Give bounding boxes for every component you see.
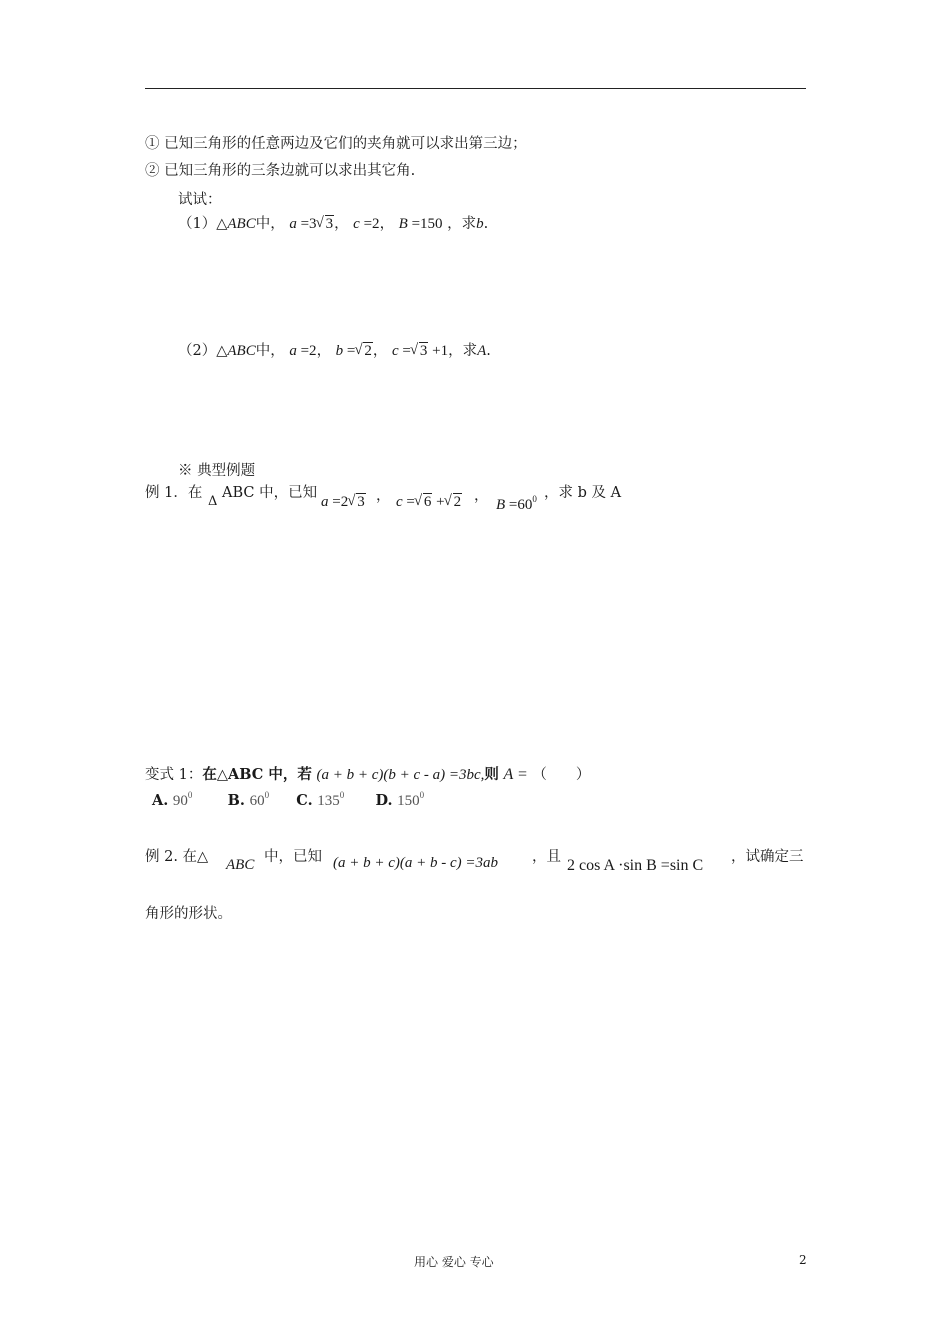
q2-triangle: ABC	[227, 343, 256, 359]
q2-b-var: b	[335, 343, 344, 359]
option-d-key: D.	[375, 792, 393, 809]
option-a-number: 90	[172, 793, 188, 809]
variant-1-then: 则	[484, 766, 499, 783]
example-1-comma-1: ，	[376, 488, 391, 504]
q1-c-eq: =2	[359, 216, 380, 232]
q2-b-radicand: 2	[364, 343, 372, 359]
statement-1: ① 已知三角形的任意两边及它们的夹角就可以求出第三边；	[145, 136, 527, 152]
q2-a-expr	[289, 343, 316, 359]
q2-a-eq: =2	[296, 343, 317, 359]
ex1-c-radicand-2: 2	[453, 494, 462, 510]
option-b-value	[249, 790, 270, 809]
example-1-a	[321, 494, 366, 511]
q1-ask: ，求	[447, 216, 477, 232]
option-c-degree: 0	[339, 790, 345, 800]
ex1-a-var: a	[321, 494, 329, 510]
q2-b-sqrt	[355, 343, 373, 360]
q1-B-eq: =150	[407, 216, 443, 232]
option-a-key: A.	[152, 792, 169, 809]
ex1-a-sqrt	[348, 494, 366, 511]
ex1-c-sqrt-2	[445, 494, 463, 511]
ex1-c-eq: =	[402, 494, 415, 510]
example-1-label: 例 1．在	[145, 485, 203, 501]
variant-1-blank: （ ）	[532, 767, 591, 783]
q1-a-var: a	[289, 216, 297, 232]
ex1-c-sqrt-1	[415, 494, 433, 511]
example-2-and: ，且	[532, 849, 561, 865]
ex1-c-plus: +	[432, 494, 445, 510]
variant-1-expr: (a + b + c)(b + c - a) =3bc,	[316, 767, 485, 783]
example-1-B	[496, 494, 537, 514]
option-b-key: B.	[227, 792, 245, 809]
examples-heading: ※ 典型例题	[178, 463, 256, 479]
q2-c-var: c	[392, 343, 399, 359]
q2-mid: 中，	[255, 343, 285, 359]
example-1-ask: ，求 b 及 A	[544, 485, 622, 501]
ex1-a-radicand: 3	[357, 494, 365, 510]
example-2-triangle: ABC	[226, 857, 255, 873]
option-c-number: 135	[317, 793, 340, 809]
option-d-number: 150	[397, 793, 420, 809]
variant-1-A: A =	[503, 766, 528, 783]
option-b-degree: 0	[264, 790, 270, 800]
page-number: 2	[799, 1253, 807, 1267]
variant-1	[145, 763, 590, 784]
q2-a-var: a	[289, 343, 297, 359]
q1-prefix: （1）△	[178, 216, 228, 232]
option-b-number: 60	[249, 793, 265, 809]
q2-prefix: （2）△	[178, 343, 228, 359]
ex1-B-eq: =60	[505, 497, 533, 513]
q1-B-var: B	[398, 216, 408, 232]
ex1-a-eq: =2	[328, 494, 349, 510]
example-2-expr: (a + b + c)(a + b - c) =3ab	[333, 855, 499, 871]
q1-a-expr	[289, 216, 334, 232]
q1-a-radicand: 3	[325, 216, 334, 232]
example-2-line-2: 角形的形状。	[145, 906, 232, 922]
q1-triangle: ABC	[227, 216, 256, 232]
q1-a-eq: =3	[296, 216, 317, 232]
q1-B-expr	[399, 216, 443, 232]
footer-motto: 用心 爱心 专心	[414, 1255, 494, 1269]
example-1-comma-2: ，	[474, 488, 489, 504]
try-question-2: （2）△ABC中， a =2， b =√ 2， c =√ 3 +1，求A.	[178, 339, 491, 360]
ex1-B-degree: 0	[532, 494, 537, 504]
example-1-given: ABC 中，已知	[222, 485, 318, 501]
variant-1-condition: 在△ABC 中，若	[202, 766, 312, 783]
option-c-key: C.	[296, 792, 313, 809]
example-2-expr-2: 2 cos A ·sin B =sin C	[567, 857, 704, 874]
try-question-1: （1）△ABC中， a =3√ 3， c =2， B =150 ，求b.	[178, 212, 488, 233]
q2-target: A	[477, 343, 487, 359]
q2-c-tail: +1	[428, 343, 449, 359]
option-a-value	[172, 790, 193, 809]
option-c-value	[317, 790, 345, 809]
q2-c-radicand: 3	[419, 343, 428, 359]
ex1-B-var: B	[496, 497, 506, 513]
example-1-delta: Δ	[208, 494, 218, 509]
option-d-value	[397, 790, 425, 809]
variant-1-label: 变式 1：	[145, 767, 203, 783]
q2-b-expr	[336, 343, 373, 359]
q2-c-sqrt	[411, 343, 429, 360]
q2-b-eq: =	[343, 343, 356, 359]
q1-target: b	[476, 216, 484, 232]
q1-c-expr	[353, 216, 379, 232]
try-heading: 试试：	[178, 192, 222, 208]
ex1-c-radicand-1: 6	[423, 494, 432, 510]
variant-1-options	[152, 790, 424, 810]
q1-c-var: c	[353, 216, 360, 232]
q2-ask: ，求	[448, 343, 478, 359]
header-rule	[145, 88, 806, 89]
option-a-degree: 0	[187, 790, 193, 800]
statement-2: ② 已知三角形的三条边就可以求出其它角.	[145, 163, 416, 179]
q1-mid: 中，	[255, 216, 285, 232]
option-d-degree: 0	[419, 790, 425, 800]
q1-a-sqrt	[317, 216, 335, 233]
example-1-c	[396, 494, 462, 511]
q2-c-expr	[392, 343, 448, 359]
example-2-given: 中，已知	[264, 849, 322, 865]
q2-c-eq: =	[398, 343, 411, 359]
ex1-c-var: c	[396, 494, 403, 510]
example-2-ask: ，试确定三	[731, 849, 804, 865]
example-2-label: 例 2. 在△	[145, 849, 209, 865]
